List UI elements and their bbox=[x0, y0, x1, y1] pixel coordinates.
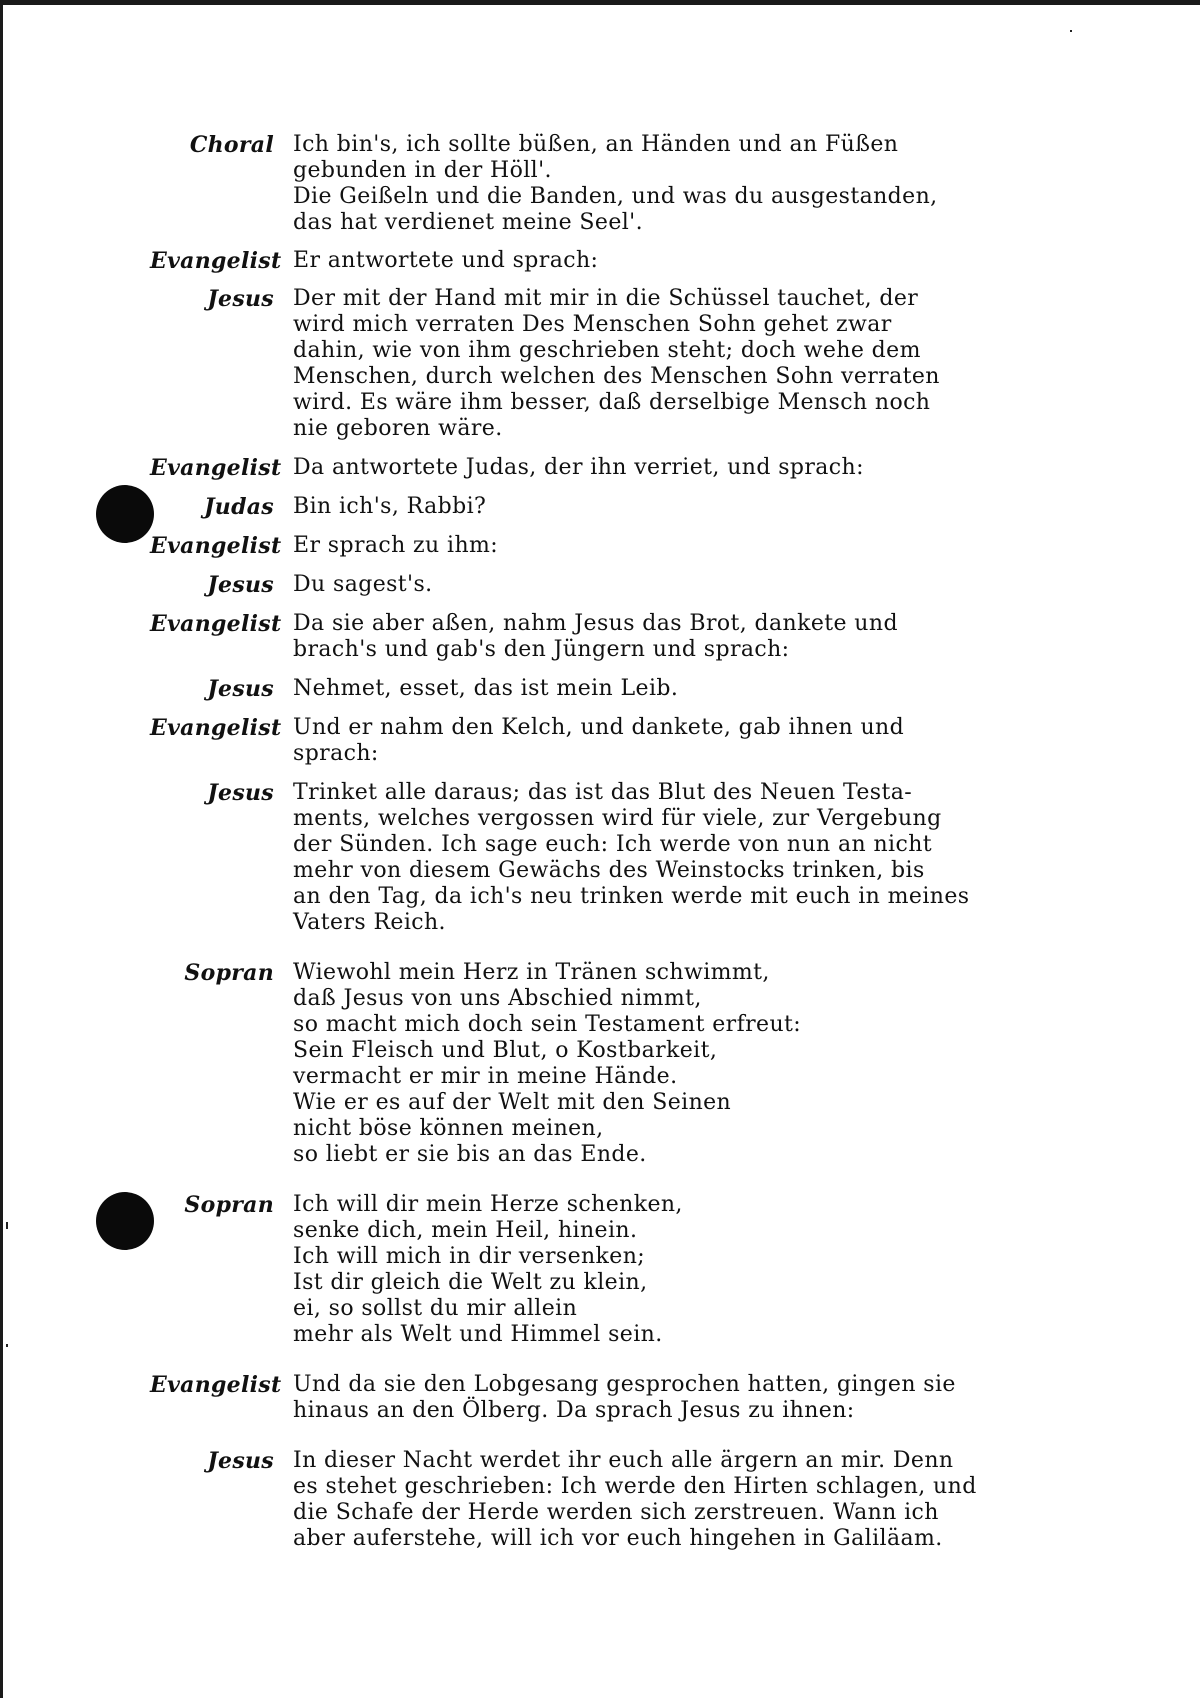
page-top-edge bbox=[0, 0, 1200, 5]
speaker-label: Jesus bbox=[207, 1448, 274, 1474]
entry-text bbox=[293, 455, 1050, 481]
text-line: Die Geißeln und die Banden, und was du ausgestanden, bbox=[293, 184, 938, 209]
text-line: gebunden in der Höll'. bbox=[293, 158, 552, 183]
text-line: Vaters Reich. bbox=[293, 910, 446, 935]
text-line: Der mit der Hand mit mir in die Schüssel tauchet, der bbox=[293, 286, 919, 311]
entry-text bbox=[293, 960, 1050, 1168]
text-line: mehr als Welt und Himmel sein. bbox=[293, 1322, 663, 1347]
text-line: Er sprach zu ihm: bbox=[293, 533, 499, 558]
speaker-label: Evangelist bbox=[150, 715, 282, 741]
libretto-entry bbox=[150, 715, 1050, 767]
entry-text bbox=[293, 132, 1050, 236]
libretto-entry bbox=[150, 780, 1050, 936]
text-line: Er antwortete und sprach: bbox=[293, 248, 599, 273]
text-line: vermacht er mir in meine Hände. bbox=[293, 1064, 678, 1089]
entry-text bbox=[293, 248, 1050, 274]
text-line: Wiewohl mein Herz in Tränen schwimmt, bbox=[293, 960, 770, 985]
text-line: hinaus an den Ölberg. Da sprach Jesus zu ihnen: bbox=[293, 1398, 855, 1423]
text-line: der Sünden. Ich sage euch: Ich werde von nun an nicht bbox=[293, 832, 933, 857]
libretto-entry bbox=[150, 455, 1050, 481]
punch-hole-upper bbox=[96, 485, 154, 543]
text-line: nie geboren wäre. bbox=[293, 416, 503, 441]
text-line: das hat verdienet meine Seel'. bbox=[293, 210, 644, 235]
libretto-entry bbox=[150, 286, 1050, 442]
text-line: Du sagest's. bbox=[293, 572, 433, 597]
text-line: Ist dir gleich die Welt zu klein, bbox=[293, 1270, 648, 1295]
libretto-entry bbox=[150, 572, 1050, 598]
libretto-entry bbox=[150, 1192, 1050, 1348]
speaker-label: Jesus bbox=[207, 286, 274, 312]
speaker-label: Evangelist bbox=[150, 533, 282, 559]
text-line: ei, so sollst du mir allein bbox=[293, 1296, 578, 1321]
text-line: mehr von diesem Gewächs des Weinstocks trinken, bis bbox=[293, 858, 925, 883]
libretto-entry bbox=[150, 248, 1050, 274]
text-line: Trinket alle daraus; das ist das Blut des Neuen Testa- bbox=[293, 780, 913, 805]
text-line: die Schafe der Herde werden sich zerstreuen. Wann ich bbox=[293, 1500, 939, 1525]
entry-text bbox=[293, 1372, 1050, 1424]
text-line: aber auferstehe, will ich vor euch hingehen in Galiläam. bbox=[293, 1526, 943, 1551]
speaker-label: Sopran bbox=[184, 960, 274, 986]
speaker-label: Sopran bbox=[184, 1192, 274, 1218]
libretto-text bbox=[150, 132, 1050, 1565]
entry-text bbox=[293, 494, 1050, 520]
entry-text bbox=[293, 611, 1050, 663]
speaker-label: Jesus bbox=[207, 676, 274, 702]
text-line: so liebt er sie bis an das Ende. bbox=[293, 1142, 647, 1167]
page-left-edge bbox=[0, 0, 3, 1698]
libretto-entry bbox=[150, 1372, 1050, 1424]
entry-text bbox=[293, 572, 1050, 598]
scan-speck bbox=[6, 1222, 8, 1229]
entry-text bbox=[293, 1448, 1050, 1552]
text-line: nicht böse können meinen, bbox=[293, 1116, 604, 1141]
text-line: Da antwortete Judas, der ihn verriet, und sprach: bbox=[293, 455, 864, 480]
speaker-label: Judas bbox=[204, 494, 274, 520]
text-line: wird. Es wäre ihm besser, daß derselbige Mensch noch bbox=[293, 390, 931, 415]
punch-hole-lower bbox=[96, 1192, 154, 1250]
text-line: Ich will mich in dir versenken; bbox=[293, 1244, 646, 1269]
libretto-entry bbox=[150, 1448, 1050, 1552]
speaker-label: Choral bbox=[189, 132, 274, 158]
entry-text bbox=[293, 533, 1050, 559]
text-line: es stehet geschrieben: Ich werde den Hirten schlagen, und bbox=[293, 1474, 977, 1499]
text-line: Und er nahm den Kelch, und dankete, gab ihnen und bbox=[293, 715, 905, 740]
text-line: Sein Fleisch und Blut, o Kostbarkeit, bbox=[293, 1038, 718, 1063]
entry-text bbox=[293, 780, 1050, 936]
scan-speck bbox=[6, 1344, 8, 1347]
entry-text bbox=[293, 676, 1050, 702]
text-line: ments, welches vergossen wird für viele, zur Vergebung bbox=[293, 806, 942, 831]
speaker-label: Jesus bbox=[207, 572, 274, 598]
text-line: Bin ich's, Rabbi? bbox=[293, 494, 487, 519]
text-line: wird mich verraten Des Menschen Sohn gehet zwar bbox=[293, 312, 892, 337]
text-line: so macht mich doch sein Testament erfreut: bbox=[293, 1012, 802, 1037]
text-line: Wie er es auf der Welt mit den Seinen bbox=[293, 1090, 732, 1115]
libretto-entry bbox=[150, 132, 1050, 236]
text-line: brach's und gab's den Jüngern und sprach: bbox=[293, 637, 790, 662]
text-line: Nehmet, esset, das ist mein Leib. bbox=[293, 676, 679, 701]
text-line: sprach: bbox=[293, 741, 379, 766]
text-line: Ich will dir mein Herze schenken, bbox=[293, 1192, 683, 1217]
libretto-entry bbox=[150, 494, 1050, 520]
scan-speck bbox=[1070, 30, 1072, 32]
speaker-label: Evangelist bbox=[150, 455, 282, 481]
entry-text bbox=[293, 715, 1050, 767]
text-line: an den Tag, da ich's neu trinken werde mit euch in meines bbox=[293, 884, 970, 909]
text-line: Menschen, durch welchen des Menschen Sohn verraten bbox=[293, 364, 940, 389]
text-line: Da sie aber aßen, nahm Jesus das Brot, dankete und bbox=[293, 611, 898, 636]
libretto-entry bbox=[150, 960, 1050, 1168]
speaker-label: Evangelist bbox=[150, 1372, 282, 1398]
speaker-label: Evangelist bbox=[150, 248, 282, 274]
speaker-label: Evangelist bbox=[150, 611, 282, 637]
text-line: dahin, wie von ihm geschrieben steht; doch wehe dem bbox=[293, 338, 921, 363]
entry-text bbox=[293, 286, 1050, 442]
speaker-label: Jesus bbox=[207, 780, 274, 806]
libretto-entry bbox=[150, 611, 1050, 663]
entry-text bbox=[293, 1192, 1050, 1348]
text-line: Und da sie den Lobgesang gesprochen hatten, gingen sie bbox=[293, 1372, 956, 1397]
text-line: daß Jesus von uns Abschied nimmt, bbox=[293, 986, 702, 1011]
text-line: In dieser Nacht werdet ihr euch alle ärgern an mir. Denn bbox=[293, 1448, 954, 1473]
text-line: Ich bin's, ich sollte büßen, an Händen und an Füßen bbox=[293, 132, 899, 157]
libretto-entry bbox=[150, 533, 1050, 559]
text-line: senke dich, mein Heil, hinein. bbox=[293, 1218, 638, 1243]
libretto-entry bbox=[150, 676, 1050, 702]
